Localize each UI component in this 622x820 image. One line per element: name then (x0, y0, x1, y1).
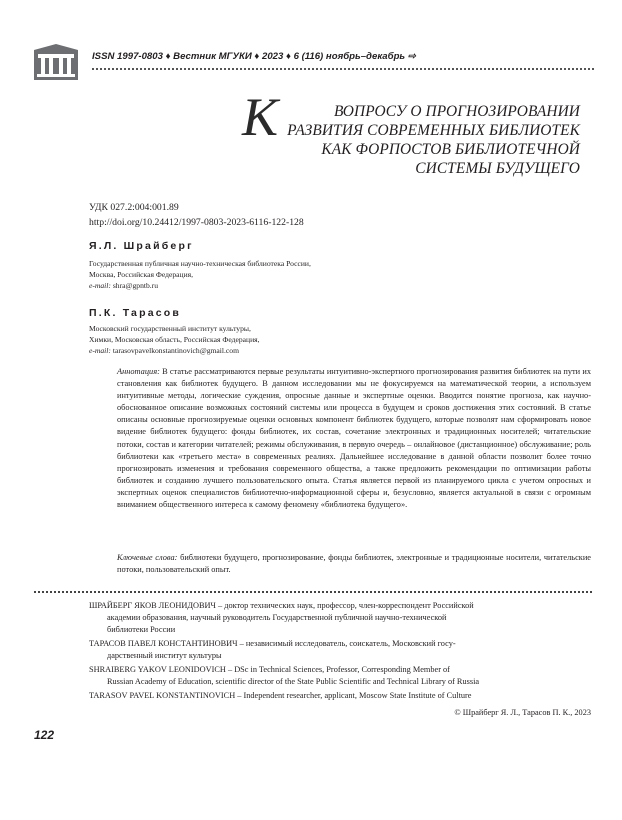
abstract-text: В статье рассматриваются первые результаты интуитивно-экспертного прогнозирования развития библиотек на пути их становления как библиотек будущего. В данном исследовании мы не фокусируемся на математической теории, а используем интуитивные методы, логические суждения, опросные данные и экспертные оценки. Вводится понятие прогноза, как научно-обоснованное описание возможных состояний системы или процесса в будущем и сроков достижения этих состояний. В статье описаны основные прогнозируемые оценки основных компонент библиотек будущего, которые позволят нам сформировать новое видение библиотек будущего: фонды библиотек, их состав, сочетание электронных и традиционных носителей; читательские потоки, состав и категории читателей; режимы обслуживания, в первую очередь – онлайновое (дистанционное) обслуживание; роль библиотеки как «третьего места» в современных реалиях. Дальнейшее исследование в данной области позволит более точно прогнозировать изменения и требования современного общества, а также предложить рекомендации по оптимизации работы библиотек и созданию лучшего пользовательского опыта. Статья является первой из планируемого цикла с учетом опросных и экспертных оценок специалистов библиотечно-информационной сферы и, безусловно, является актуальной в связи с огромным вниманием общественного интереса к самому феномену «библиотека будущего». (117, 367, 591, 510)
copyright-notice: © Шрайберг Я. Л., Тарасов П. К., 2023 (454, 708, 591, 717)
bio-line: академии образования, научный руководитель Государственной публичной научно-технической (107, 613, 447, 623)
bio-line: библиотеки России (107, 625, 176, 635)
bio-line: SHRAIBERG YAKOV LEONIDOVICH – DSc in Technical Sciences, Professor, Corresponding Member of (89, 665, 450, 674)
author-affiliation (89, 323, 260, 357)
affiliation-line: Московский государственный институт культуры, (89, 324, 251, 333)
page-number: 122 (34, 728, 55, 742)
keywords (117, 552, 591, 576)
title-line: КАК ФОРПОСТОВ БИБЛИОТЕЧНОЙ (321, 141, 580, 158)
email-label: e-mail: (89, 281, 111, 291)
section-divider (34, 591, 592, 593)
bio-line: ТАРАСОВ ПАВЕЛ КОНСТАНТИНОВИЧ – независимый исследователь, соискатель, Московский госу- (89, 639, 456, 648)
affiliation-line: Москва, Российская Федерация, (89, 270, 194, 280)
article-meta (89, 200, 304, 230)
author-email[interactable]: shra@gpntb.ru (112, 281, 159, 291)
bio-line: дарственный институт культуры (107, 651, 222, 661)
article-title (230, 87, 580, 182)
author-name: Я.Л. Шрайберг (89, 240, 194, 252)
title-line: ВОПРОСУ О ПРОГНОЗИРОВАНИИ (334, 103, 580, 120)
author-bio (89, 638, 591, 662)
author-bio (89, 690, 591, 702)
keywords-label: Ключевые слова: (117, 553, 178, 562)
email-label: e-mail: (89, 346, 111, 356)
abstract (117, 366, 591, 511)
title-line: СИСТЕМЫ БУДУЩЕГО (415, 160, 580, 177)
affiliation-line: Химки, Московская область, Российская Федерация, (89, 335, 260, 345)
header-divider (92, 68, 594, 70)
author-bio (89, 600, 591, 637)
journal-issue-line: ISSN 1997-0803 ♦ Вестник МГУКИ ♦ 2023 ♦ 6 (116) ноябрь–декабрь ⇨ (92, 51, 416, 62)
title-line: РАЗВИТИЯ СОВРЕМЕННЫХ БИБЛИОТЕК (287, 122, 580, 139)
affiliation-line: Государственная публичная научно-техническая библиотека России, (89, 259, 311, 268)
udc-code: УДК 027.2:004:001.89 (89, 202, 179, 213)
journal-logo-icon (34, 44, 78, 80)
author-name: П.К. Тарасов (89, 307, 182, 319)
author-email-line (89, 345, 260, 356)
title-drop-cap: К (242, 87, 278, 147)
title-lines (287, 102, 580, 178)
keywords-text: библиотеки будущего, прогнозирование, фонды библиотек, электронные и традиционные носители, читательские потоки, пользовательский опыт. (117, 553, 592, 575)
author-affiliation (89, 258, 311, 292)
bio-line: TARASOV PAVEL KONSTANTINOVICH – Independent researcher, applicant, Moscow State Institute of Culture (89, 691, 472, 700)
author-email-line (89, 280, 311, 291)
author-email[interactable]: tarasovpavelkonstantinovich@gmail.com (112, 346, 239, 356)
abstract-label: Аннотация: (117, 367, 160, 376)
doi-link[interactable]: http://doi.org/10.24412/1997-0803-2023-6116-122-128 (89, 217, 304, 228)
author-bio (89, 664, 591, 688)
running-header (34, 44, 594, 80)
bio-line: Russian Academy of Education, scientific director of the State Public Scientific and Technical Library of Russia (107, 677, 480, 687)
bio-line: ШРАЙБЕРГ ЯКОВ ЛЕОНИДОВИЧ – доктор технических наук, профессор, член-корреспондент Российской (89, 601, 474, 610)
